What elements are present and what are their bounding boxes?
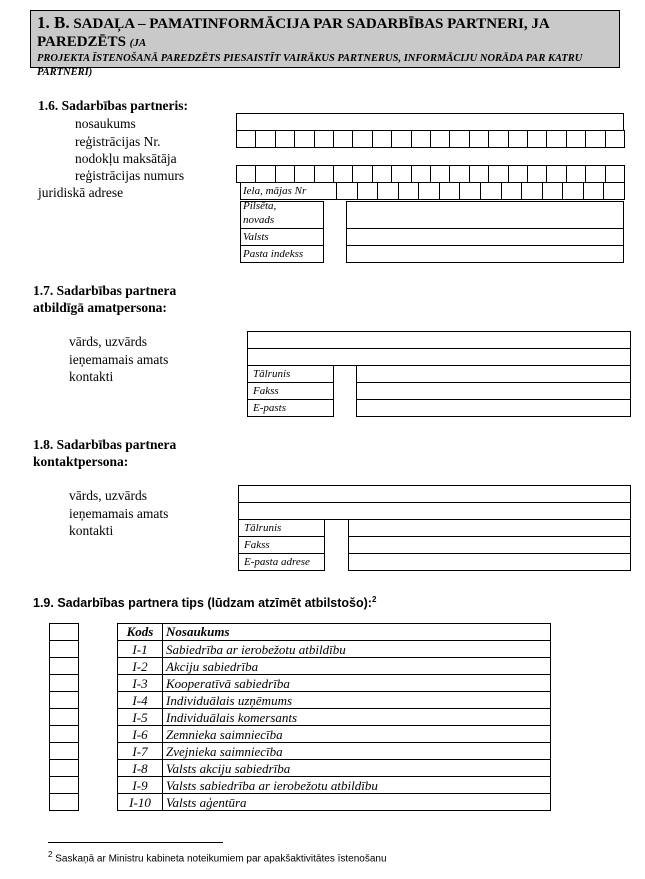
table-row [118,692,551,709]
s19-heading: 1.9. Sadarbības partnera tips (lūdzam atzīmēt atbilstošo):$^2$ [33,595,377,611]
regno-grid-cell[interactable] [527,130,547,148]
table-row [118,760,551,777]
tax-grid-cell[interactable] [430,165,450,183]
s17-position-field[interactable] [247,348,631,366]
type-code: I-1 [118,641,163,658]
type-checkbox[interactable] [50,658,79,675]
street-grid-cell[interactable] [418,182,440,200]
tax-grid-cell[interactable] [236,165,256,183]
s16-regno-label: reģistrācijas Nr. [75,134,161,149]
s17-fax-field[interactable] [356,382,631,400]
tax-grid-cell[interactable] [314,165,334,183]
s18-fax-field[interactable] [348,536,631,554]
tax-grid-cell[interactable] [546,165,566,183]
checkbox-header-cell [50,624,79,641]
tax-grid-cell[interactable] [255,165,275,183]
s18-position-field[interactable] [238,502,631,520]
type-checkbox[interactable] [50,675,79,692]
regno-grid-cell[interactable] [352,130,372,148]
type-name: Individuālais komersants [163,709,551,726]
tax-grid-cell[interactable] [411,165,431,183]
type-name: Valsts aģentūra [163,794,551,811]
street-grid-cell[interactable] [459,182,481,200]
s17-contacts-label: kontakti [69,369,114,384]
regno-grid-cell[interactable] [236,130,256,148]
s17-email-label: E-pasts [253,402,286,414]
s17-phone-label: Tālrunis [253,368,291,380]
tax-grid-cell[interactable] [352,165,372,183]
tax-grid-cell[interactable] [275,165,295,183]
tax-grid-cell[interactable] [449,165,469,183]
s16-address-label: juridiskā adrese [38,185,124,200]
type-code: I-9 [118,777,163,794]
s16-name-label: nosaukums [75,116,136,131]
postcode-field[interactable] [346,245,624,263]
footnote-divider [48,842,223,843]
tax-grid-cell[interactable] [527,165,547,183]
table-row [118,726,551,743]
tax-grid-cell[interactable] [508,165,528,183]
regno-grid-cell[interactable] [294,130,314,148]
country-field[interactable] [346,228,624,246]
table-row [118,794,551,811]
footnote-text: Saskaņā ar Ministru kabineta noteikumiem par apakšaktivitātes īstenošanu [55,853,387,865]
s18-contacts-label: kontakti [69,523,114,538]
city-label: Pilsēta, novads [243,200,277,226]
regno-grid-cell[interactable] [275,130,295,148]
type-checkbox[interactable] [50,794,79,811]
street-label: Iela, mājas Nr [243,185,307,197]
s17-name-label: vārds, uzvārds [69,334,147,349]
type-code: I-4 [118,692,163,709]
regno-grid-cell[interactable] [469,130,489,148]
regno-grid-cell[interactable] [255,130,275,148]
partner-type-table [117,623,551,811]
section-title [37,14,613,52]
type-code: I-2 [118,658,163,675]
tax-grid-cell[interactable] [294,165,314,183]
regno-grid-cell[interactable] [314,130,334,148]
street-grid-cell[interactable] [336,182,358,200]
regno-grid-cell[interactable] [508,130,528,148]
street-grid-cell[interactable] [562,182,584,200]
col-name-header: Nosaukums [163,624,551,641]
table-row [118,743,551,760]
street-grid-cell[interactable] [603,182,625,200]
footnote-num: 2 [48,850,53,859]
tax-grid-cell[interactable] [333,165,353,183]
regno-grid-cell[interactable] [391,130,411,148]
regno-grid-cell[interactable] [411,130,431,148]
table-header-row [118,624,551,641]
s16-heading: 1.6. Sadarbības partneris: [38,98,189,113]
section-title-paren: (JA [129,37,147,49]
s18-phone-label: Tālrunis [244,522,282,534]
section-title-text: SADAĻA – PAMATINFORMĀCIJA PAR SADARBĪBAS PARTNERI, JA PAREDZĒTS [37,16,549,50]
tax-grid-cell[interactable] [566,165,586,183]
type-checkbox[interactable] [50,777,79,794]
s17-phone-field[interactable] [356,365,631,383]
street-grid-cell[interactable] [398,182,420,200]
s18-name-label: vārds, uzvārds [69,488,147,503]
s18-email-label: E-pasta adrese [244,556,310,568]
regno-grid-cell[interactable] [430,130,450,148]
type-name: Zemnieka saimniecība [163,726,551,743]
type-name: Valsts sabiedrība ar ierobežotu atbildību [163,777,551,794]
type-name: Zvejnieka saimniecība [163,743,551,760]
s17-fax-label: Fakss [253,385,279,397]
tax-grid-cell[interactable] [488,165,508,183]
type-checkbox[interactable] [50,692,79,709]
street-grid-cell[interactable] [480,182,502,200]
s18-fax-label: Fakss [244,539,270,551]
street-grid-cell[interactable] [583,182,605,200]
regno-grid-cell[interactable] [585,130,605,148]
type-code: I-8 [118,760,163,777]
street-grid-cell[interactable] [357,182,379,200]
postcode-label: Pasta indekss [243,248,304,260]
type-checkbox[interactable] [50,743,79,760]
s16-taxpayer-label: nodokļu maksātāja [75,151,177,166]
type-code: I-7 [118,743,163,760]
tax-grid-cell[interactable] [585,165,605,183]
s17-name-field[interactable] [247,331,631,349]
table-row [118,675,551,692]
regno-grid-cell[interactable] [566,130,586,148]
street-grid-cell[interactable] [439,182,461,200]
country-label: Valsts [243,231,269,243]
regno-grid-cell[interactable] [605,130,625,148]
type-name: Kooperatīvā sabiedrība [163,675,551,692]
street-grid-cell[interactable] [377,182,399,200]
type-checkbox[interactable] [50,709,79,726]
type-name: Individuālais uzņēmums [163,692,551,709]
tax-grid-cell[interactable] [469,165,489,183]
type-name: Valsts akciju sabiedrība [163,760,551,777]
type-name: Akciju sabiedrība [163,658,551,675]
regno-grid-cell[interactable] [488,130,508,148]
s16-regnumber-label: reģistrācijas numurs [75,168,185,183]
type-code: I-10 [118,794,163,811]
s18-name-field[interactable] [238,485,631,503]
s17-heading-2: atbildīgā amatpersona: [33,300,167,315]
table-row [118,658,551,675]
s18-phone-field[interactable] [348,519,631,537]
section-header [30,10,620,78]
section-subtitle: PROJEKTA ĪSTENOŠANĀ PAREDZĒTS PIESAISTĪT VAIRĀKUS PARTNERUS, INFORMĀCIJU NORĀDA PAR KATRU PARTNERI) [37,53,583,78]
regno-grid-cell[interactable] [333,130,353,148]
type-checkbox[interactable] [50,726,79,743]
regno-grid-cell[interactable] [546,130,566,148]
type-code: I-5 [118,709,163,726]
footnote-ref: 2 [371,595,377,604]
street-grid-cell[interactable] [521,182,543,200]
table-row [118,641,551,658]
tax-grid-cell[interactable] [391,165,411,183]
street-grid-cell[interactable] [501,182,523,200]
partner-name-field[interactable] [236,113,624,131]
type-checkbox[interactable] [50,641,79,658]
regno-grid-cell[interactable] [372,130,392,148]
tax-grid-cell[interactable] [372,165,392,183]
table-row [118,777,551,794]
type-code: I-6 [118,726,163,743]
regno-grid-cell[interactable] [449,130,469,148]
section-number: 1. B. [37,13,70,32]
type-checkbox-column [49,623,79,811]
city-field[interactable] [346,201,624,229]
type-name: Sabiedrība ar ierobežotu atbildību [163,641,551,658]
footnote [48,850,387,864]
tax-grid-cell[interactable] [605,165,625,183]
type-code: I-3 [118,675,163,692]
s18-email-field[interactable] [348,553,631,571]
s18-heading-1: 1.8. Sadarbības partnera [33,437,177,452]
s17-email-field[interactable] [356,399,631,417]
s18-position-label: ieņemamais amats [69,506,169,521]
s17-heading-1: 1.7. Sadarbības partnera [33,283,177,298]
table-row [118,709,551,726]
street-grid-cell[interactable] [542,182,564,200]
col-code-header: Kods [118,624,163,641]
s17-position-label: ieņemamais amats [69,352,169,367]
s18-heading-2: kontaktpersona: [33,454,129,469]
type-checkbox[interactable] [50,760,79,777]
